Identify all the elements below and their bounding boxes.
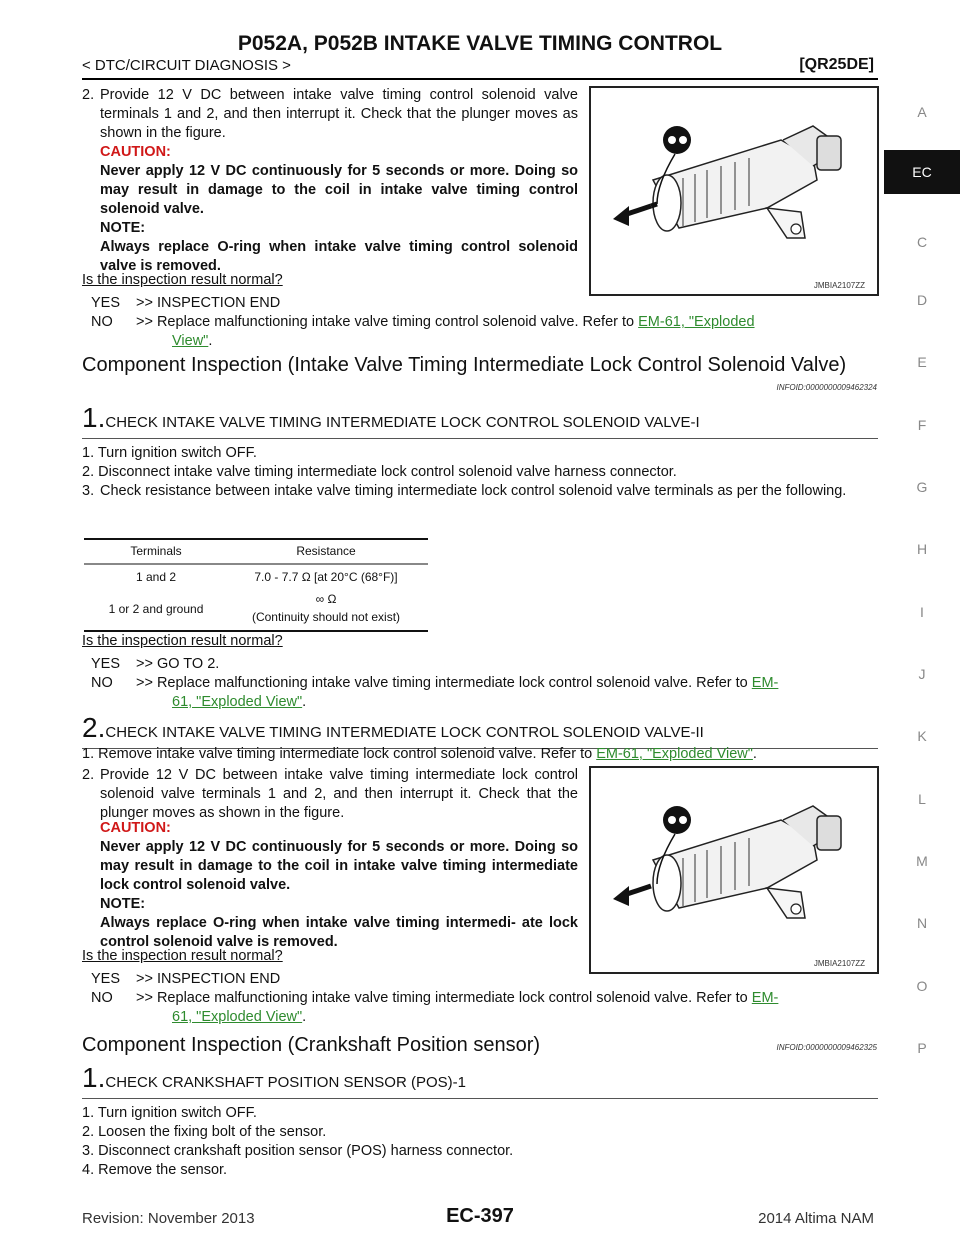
info-id: INFOID:0000000009462325: [776, 1043, 877, 1052]
inspection-question: Is the inspection result normal?: [82, 272, 283, 288]
step-title: CHECK CRANKSHAFT POSITION SENSOR (POS)-1: [105, 1074, 466, 1091]
inspection-question: Is the inspection result normal?: [82, 633, 283, 649]
instruction-item-number: 3.: [82, 483, 95, 499]
caution-label: CAUTION:: [100, 144, 171, 160]
step-rule: [82, 1098, 878, 1099]
yes-text: >> GO TO 2.: [136, 656, 220, 672]
step-item-number: 2.: [82, 767, 95, 783]
exploded-view-link[interactable]: EM-61, "Exploded: [638, 314, 755, 330]
figure-code: JMBIA2107ZZ: [813, 959, 865, 968]
no-text-continued: 61, "Exploded View".: [172, 694, 307, 710]
step-item-number: 2.: [82, 87, 95, 103]
table-cell: (Continuity should not exist): [251, 610, 401, 624]
footer-revision: Revision: November 2013: [82, 1210, 255, 1227]
no-label: NO: [91, 675, 113, 691]
side-tab-n[interactable]: N: [916, 915, 928, 931]
no-label: NO: [91, 990, 113, 1006]
section-heading: Component Inspection (Crankshaft Position sensor): [82, 1034, 541, 1056]
step-heading: [82, 402, 700, 434]
instruction-item-text: Check resistance between intake valve timing intermediate lock control solenoid valve terminals as per the following.: [100, 483, 847, 499]
instruction-item: 4. Remove the sensor.: [82, 1162, 228, 1178]
side-tab-m[interactable]: M: [916, 853, 928, 869]
step-heading: [82, 1062, 466, 1094]
note-label: NOTE:: [100, 896, 146, 912]
exploded-view-link[interactable]: EM-: [751, 675, 779, 691]
side-tab-f[interactable]: F: [917, 417, 927, 433]
step-title: CHECK INTAKE VALVE TIMING INTERMEDIATE LOCK CONTROL SOLENOID VALVE-I: [105, 414, 700, 431]
side-tab-g[interactable]: G: [916, 479, 928, 495]
yes-label: YES: [91, 295, 121, 311]
step-number: 2.: [82, 712, 106, 743]
instruction-item: 1. Turn ignition switch OFF.: [82, 445, 257, 461]
exploded-view-link[interactable]: EM-61, "Exploded View": [596, 746, 753, 762]
step-number: 1.: [82, 402, 106, 433]
side-tab-d[interactable]: D: [916, 292, 928, 308]
step-title: CHECK INTAKE VALVE TIMING INTERMEDIATE LOCK CONTROL SOLENOID VALVE-II: [105, 724, 704, 741]
note-text: Always replace O-ring when intake valve timing control solenoid valve is removed.: [100, 239, 578, 274]
exploded-view-link-cont[interactable]: 61, "Exploded View": [172, 1009, 303, 1025]
no-text: >> Replace malfunctioning intake valve timing control solenoid valve. Refer to EM-61, "Exploded: [136, 314, 755, 330]
side-tab-l[interactable]: L: [918, 791, 926, 807]
caution-text: Never apply 12 V DC continuously for 5 seconds or more. Doing so may result in damage to the coil in intake valve timing intermediate lock control solenoid valve.: [100, 839, 578, 893]
no-text-continued: 61, "Exploded View".: [172, 1009, 307, 1025]
inspection-question: Is the inspection result normal?: [82, 948, 283, 964]
caution-text: Never apply 12 V DC continuously for 5 seconds or more. Doing so may result in damage to the coil in intake valve timing control solenoid valve.: [100, 163, 578, 217]
side-tab-j[interactable]: J: [918, 666, 926, 682]
solenoid-valve-illustration: [591, 768, 877, 972]
side-tab-e[interactable]: E: [917, 354, 927, 370]
table-cell: ∞ Ω: [315, 592, 337, 606]
instruction-item: 1. Remove intake valve timing intermediate lock control solenoid valve. Refer to EM-61, "Exploded View".: [82, 746, 757, 762]
instruction-item: 2. Loosen the fixing bolt of the sensor.: [82, 1124, 327, 1140]
footer-model: 2014 Altima NAM: [758, 1210, 874, 1227]
table-cell: 1 and 2: [135, 570, 177, 584]
table-cell: 1 or 2 and ground: [108, 602, 204, 616]
page-number: EC-397: [446, 1205, 514, 1227]
solenoid-valve-illustration: [591, 88, 877, 294]
yes-text: >> INSPECTION END: [136, 295, 281, 311]
engine-code: [QR25DE]: [799, 56, 874, 73]
figure-code: JMBIA2107ZZ: [813, 281, 865, 290]
table-cell: 7.0 - 7.7 Ω [at 20°C (68°F)]: [254, 570, 398, 584]
step-item-text: Provide 12 V DC between intake valve timing control solenoid valve terminals 1 and 2, and then interrupt it. Check that the plunger moves as shown in the figure.: [100, 87, 578, 141]
no-text: >> Replace malfunctioning intake valve timing intermediate lock control solenoid valve. Refer to EM-: [136, 990, 779, 1006]
side-tab-ec[interactable]: EC: [884, 150, 960, 194]
solenoid-valve-figure: [589, 86, 879, 296]
note-text: Always replace O-ring when intake valve timing intermedi- ate lock control solenoid valve is removed.: [100, 915, 578, 950]
page-title: P052A, P052B INTAKE VALVE TIMING CONTROL: [237, 32, 723, 55]
step-heading: [82, 712, 704, 744]
side-tab-p[interactable]: P: [917, 1040, 927, 1056]
no-label: NO: [91, 314, 113, 330]
yes-text: >> INSPECTION END: [136, 971, 281, 987]
table-header-terminals: Terminals: [130, 544, 182, 558]
caution-label: CAUTION:: [100, 820, 171, 836]
exploded-view-link-cont[interactable]: 61, "Exploded View": [172, 694, 303, 710]
side-tab-c[interactable]: C: [916, 234, 928, 250]
side-tab-i[interactable]: I: [920, 604, 924, 620]
section-subtitle: < DTC/CIRCUIT DIAGNOSIS >: [82, 57, 291, 74]
side-tab-h[interactable]: H: [916, 541, 928, 557]
instruction-item: 2. Disconnect intake valve timing intermediate lock control solenoid valve harness connector.: [82, 464, 677, 480]
step-item-text: Provide 12 V DC between intake valve timing intermediate lock control solenoid valve terminals 1 and 2, and then interrupt it. Check that the plunger moves as shown in the figure.: [100, 767, 578, 821]
no-text-continued: View".: [172, 333, 213, 349]
solenoid-valve-figure: [589, 766, 879, 974]
yes-label: YES: [91, 971, 121, 987]
instruction-item: 3. Disconnect crankshaft position sensor (POS) harness connector.: [82, 1143, 514, 1159]
header-rule: [82, 78, 878, 80]
side-tab-a[interactable]: A: [917, 104, 927, 120]
exploded-view-link-cont[interactable]: View": [172, 333, 209, 349]
table-header-resistance: Resistance: [296, 544, 356, 558]
exploded-view-link[interactable]: EM-: [751, 990, 779, 1006]
no-text: >> Replace malfunctioning intake valve timing intermediate lock control solenoid valve. Refer to EM-: [136, 675, 779, 691]
step-rule: [82, 438, 878, 439]
info-id: INFOID:0000000009462324: [776, 383, 877, 392]
instruction-item: 1. Turn ignition switch OFF.: [82, 1105, 257, 1121]
note-label: NOTE:: [100, 220, 146, 236]
step-number: 1.: [82, 1062, 106, 1093]
side-tab-o[interactable]: O: [916, 978, 928, 994]
yes-label: YES: [91, 656, 121, 672]
section-heading: Component Inspection (Intake Valve Timing Intermediate Lock Control Solenoid Valve): [82, 354, 847, 376]
side-tab-k[interactable]: K: [917, 728, 927, 744]
